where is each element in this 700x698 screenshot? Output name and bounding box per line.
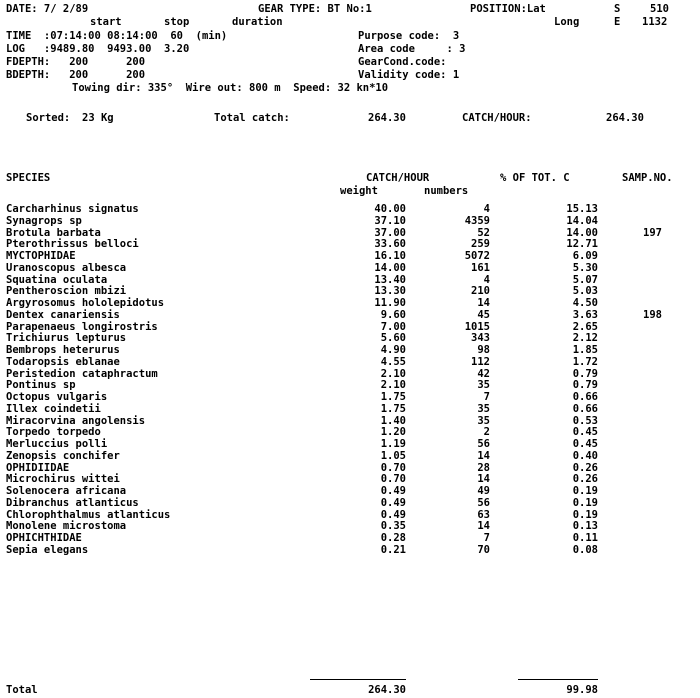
lat-hemisphere: S [614,3,621,15]
weight-cell: 1.75 [380,402,406,415]
table-row [0,309,700,321]
sorted-value: 23 Kg [82,112,114,124]
species-name: Carcharhinus signatus [6,203,139,215]
species-name: Merluccius polli [6,438,108,450]
percent-cell: 5.03 [572,285,598,298]
table-row [0,438,700,450]
table-row [0,473,700,485]
table-row [0,520,700,532]
col-duration-label: duration [232,16,283,28]
species-name: Miracorvina angolensis [6,414,146,427]
table-row [0,238,700,250]
weight-cell: 5.60 [380,332,406,345]
numbers-cell: 98 [477,344,490,356]
species-name: Zenopsis conchifer [6,449,120,462]
position-label: POSITION:Lat [470,3,546,15]
weight-cell: 0.70 [380,461,406,474]
species-name: Illex coindetii [6,402,101,415]
percent-cell: 0.45 [572,426,598,439]
percent-cell: 3.63 [572,308,598,321]
percent-cell: 0.13 [572,520,598,533]
species-name: Peristedion cataphractum [6,367,158,380]
table-row [0,532,700,544]
total-catch-label: Total catch: [214,112,290,124]
numbers-cell: 52 [477,226,490,239]
gear-condition-code: GearCond.code: [358,56,447,68]
percent-cell: 0.79 [572,367,598,380]
validity-code: Validity code: 1 [358,69,460,81]
species-name: Bembrops heterurus [6,344,120,356]
weight-cell: 11.90 [374,297,406,309]
numbers-cell: 63 [477,508,490,521]
weight-cell: 1.40 [380,414,406,427]
numbers-cell: 161 [471,261,490,274]
percent-cell: 2.12 [572,332,598,345]
weight-cell: 4.90 [380,344,406,356]
species-name: Torpedo torpedo [6,426,101,439]
numbers-cell: 28 [477,461,490,474]
species-name: Parapenaeus longirostris [6,320,158,333]
species-name: Todaropsis eblanae [6,355,120,368]
weight-cell: 0.70 [380,473,406,486]
numbers-cell: 5072 [464,250,490,262]
numbers-cell: 343 [471,332,490,345]
weight-cell: 37.10 [374,214,406,227]
table-row [0,368,700,380]
numbers-cell: 7 [483,391,490,403]
table-row [0,509,700,521]
numbers-cell: 49 [477,485,490,497]
percent-cell: 0.45 [572,438,598,450]
numbers-cell: 259 [471,238,490,251]
species-name: Microchirus wittei [6,473,120,486]
species-name: Solenocera africana [6,485,127,497]
table-row [0,462,700,474]
weight-cell: 0.35 [380,520,406,533]
percent-cell: 0.66 [572,391,598,403]
sample-number-column-header: SAMP.NO. [622,172,673,184]
total-weight: 264.30 [368,684,406,696]
table-row [0,356,700,368]
species-name: Dentex canariensis [6,308,120,321]
percent-cell: 6.09 [572,250,598,262]
species-name: MYCTOPHIDAE [6,250,76,262]
numbers-cell: 14 [477,473,490,486]
weight-cell: 0.49 [380,508,406,521]
percent-cell: 0.11 [572,532,598,544]
weight-cell: 14.00 [374,261,406,274]
table-row [0,262,700,274]
weight-cell: 1.19 [380,438,406,450]
sample-number-cell: 198 [643,308,662,321]
catch-per-hour-label: CATCH/HOUR: [462,112,532,124]
percent-cell: 0.66 [572,402,598,415]
percent-cell: 0.26 [572,461,598,474]
weight-cell: 7.00 [380,320,406,333]
table-row [0,227,700,239]
long-label: Long [554,16,580,28]
percent-cell: 1.72 [572,355,598,368]
table-row [0,450,700,462]
species-name: Pentheroscion mbizi [6,285,127,298]
weight-cell: 1.05 [380,449,406,462]
numbers-cell: 112 [471,355,490,368]
numbers-cell: 4 [483,203,490,215]
numbers-cell: 1015 [464,320,490,333]
species-name: Octopus vulgaris [6,391,108,403]
numbers-cell: 56 [477,438,490,450]
weight-cell: 2.10 [380,379,406,392]
weight-cell: 37.00 [374,226,406,239]
total-catch-value: 264.30 [368,112,406,124]
table-row [0,285,700,297]
date-label: DATE: 7/ 2/89 [6,3,89,15]
long-hemisphere: E [614,16,621,28]
table-row [0,391,700,403]
weight-cell: 4.55 [380,355,406,368]
numbers-cell: 7 [483,532,490,544]
log-row: LOG :9489.80 9493.00 3.20 [6,43,190,55]
species-column-header: SPECIES [6,172,51,184]
percent-cell: 5.07 [572,273,598,286]
gear-type-label: GEAR TYPE: BT No:1 [258,3,372,15]
catch-per-hour-column-header: CATCH/HOUR [366,172,430,184]
weight-cell: 13.40 [374,273,406,286]
numbers-cell: 35 [477,402,490,415]
percent-cell: 15.13 [566,203,598,215]
species-name: Brotula barbata [6,226,101,239]
table-row [0,332,700,344]
species-name: Sepia elegans [6,543,89,556]
species-name: Squatina oculata [6,273,108,286]
lat-value: 510 [650,3,669,15]
table-row [0,203,700,215]
percent-cell: 0.26 [572,473,598,486]
area-code: Area code : 3 [358,43,466,55]
table-row [0,426,700,438]
species-name: Synagrops sp [6,214,82,227]
percent-cell: 1.85 [572,344,598,356]
time-row: TIME :07:14:00 08:14:00 60 (min) [6,30,228,42]
weight-cell: 9.60 [380,308,406,321]
table-row [0,250,700,262]
weight-cell: 0.28 [380,532,406,544]
species-name: Dibranchus atlanticus [6,496,139,509]
sample-number-cell: 197 [643,226,662,239]
percent-of-total-column-header: % OF TOT. C [500,172,570,184]
table-row [0,403,700,415]
species-name: Pontinus sp [6,379,76,392]
fdepth-row: FDEPTH: 200 200 [6,56,146,68]
purpose-code: Purpose code: 3 [358,30,460,42]
total-label: Total [6,684,38,696]
numbers-cell: 45 [477,308,490,321]
table-row [0,297,700,309]
species-name: Pterothrissus belloci [6,238,139,251]
weight-cell: 1.20 [380,426,406,439]
percent-cell: 14.04 [566,214,598,227]
numbers-cell: 210 [471,285,490,298]
table-row [0,215,700,227]
numbers-cell: 35 [477,414,490,427]
sorted-label: Sorted: [26,112,71,124]
table-row [0,321,700,333]
percent-cell: 5.30 [572,261,598,274]
species-name: Uranoscopus albesca [6,261,127,274]
table-row [0,497,700,509]
col-stop-label: stop [164,16,190,28]
numbers-cell: 14 [477,520,490,533]
table-row [0,274,700,286]
weight-cell: 33.60 [374,238,406,251]
bdepth-row: BDEPTH: 200 200 [6,69,146,81]
percent-cell: 0.19 [572,496,598,509]
numbers-cell: 2 [483,426,490,439]
long-value: 1132 [642,16,668,28]
numbers-column-header: numbers [424,185,469,197]
numbers-cell: 4359 [464,214,490,227]
numbers-cell: 35 [477,379,490,392]
percent-cell: 14.00 [566,226,598,239]
species-name: Argyrosomus hololepidotus [6,297,165,309]
percent-cell: 0.40 [572,449,598,462]
percent-total-rule [518,679,598,680]
table-row [0,344,700,356]
weight-cell: 0.49 [380,485,406,497]
col-start-label: start [90,16,122,28]
numbers-cell: 56 [477,496,490,509]
percent-cell: 4.50 [572,297,598,309]
numbers-cell: 14 [477,449,490,462]
numbers-cell: 14 [477,297,490,309]
towing-line: Towing dir: 335° Wire out: 800 m Speed: 32 kn*10 [72,82,389,94]
percent-cell: 0.53 [572,414,598,427]
weight-total-rule [310,679,406,680]
table-row [0,415,700,427]
total-percent: 99.98 [566,684,598,696]
species-name: Monolene microstoma [6,520,127,533]
table-row [0,544,700,556]
percent-cell: 0.79 [572,379,598,392]
species-name: Trichiurus lepturus [6,332,127,345]
catch-per-hour-value: 264.30 [606,112,644,124]
weight-cell: 2.10 [380,367,406,380]
table-row [0,485,700,497]
species-name: OPHIDIIDAE [6,461,70,474]
numbers-cell: 70 [477,543,490,556]
weight-column-header: weight [340,185,378,197]
percent-cell: 0.08 [572,543,598,556]
weight-cell: 16.10 [374,250,406,262]
numbers-cell: 4 [483,273,490,286]
species-name: Chlorophthalmus atlanticus [6,508,171,521]
percent-cell: 0.19 [572,485,598,497]
weight-cell: 40.00 [374,203,406,215]
weight-cell: 0.49 [380,496,406,509]
numbers-cell: 42 [477,367,490,380]
weight-cell: 1.75 [380,391,406,403]
percent-cell: 12.71 [566,238,598,251]
weight-cell: 0.21 [380,543,406,556]
percent-cell: 2.65 [572,320,598,333]
table-row [0,379,700,391]
species-name: OPHICHTHIDAE [6,532,82,544]
percent-cell: 0.19 [572,508,598,521]
weight-cell: 13.30 [374,285,406,298]
